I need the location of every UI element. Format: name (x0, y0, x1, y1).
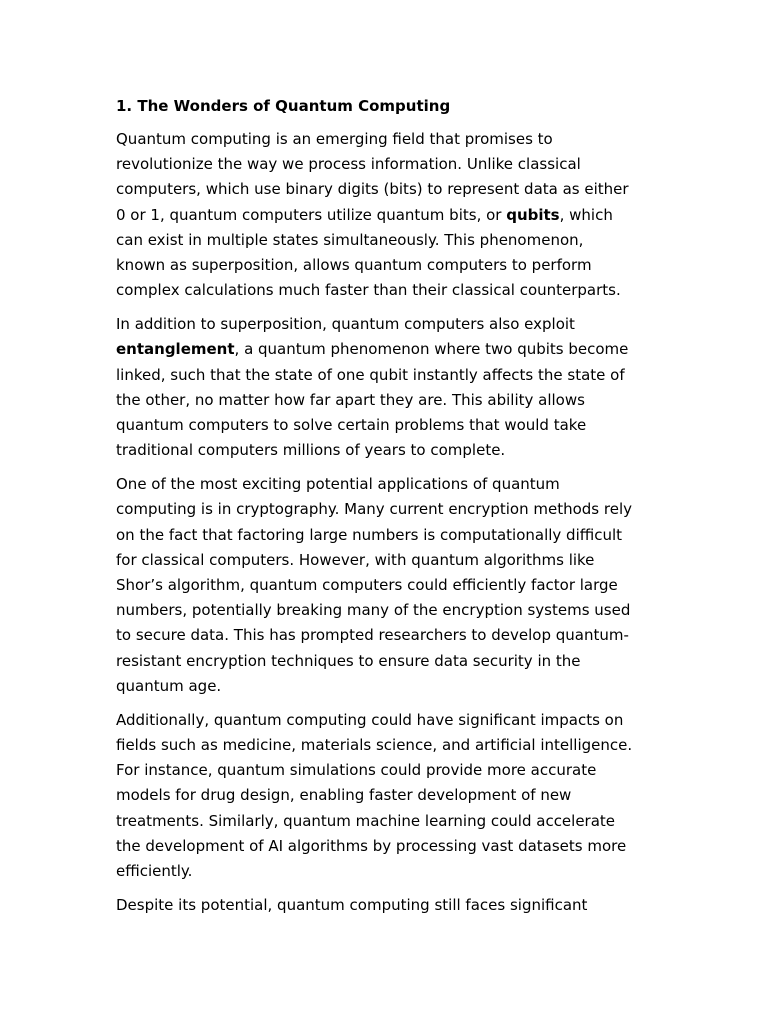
paragraph-line (116, 312, 656, 337)
paragraph-line (116, 758, 656, 783)
body-paragraph (116, 893, 656, 918)
text-run: treatments. Similarly, quantum machine learning could accelerate (116, 811, 616, 830)
body-paragraph (116, 472, 656, 699)
paragraph-line (116, 598, 656, 623)
paragraph-line (116, 438, 656, 463)
text-run: known as superposition, allows quantum computers to perform (116, 256, 592, 275)
paragraph-line (116, 893, 656, 918)
paragraph-line (116, 363, 656, 388)
text-run: , which (559, 205, 613, 224)
paragraph-line (116, 834, 656, 859)
text-run: For instance, quantum simulations could provide more accurate (116, 761, 597, 780)
document-body (116, 127, 656, 918)
paragraph-line (116, 253, 656, 278)
text-run: Quantum computing is an emerging field that promises to (116, 130, 553, 148)
text-run: the other, no matter how far apart they are. This ability allows (116, 390, 585, 409)
paragraph-line (116, 733, 656, 758)
text-run: computing is in cryptography. Many current encryption methods rely (116, 500, 632, 519)
text-run: resistant encryption techniques to ensure data security in the (116, 651, 581, 670)
text-run: , a quantum phenomenon where two qubits become (234, 340, 629, 359)
paragraph-line (116, 674, 656, 699)
paragraph-line (116, 203, 656, 228)
paragraph-line (116, 649, 656, 674)
text-run: efficiently. (116, 862, 193, 881)
paragraph-line (116, 228, 656, 253)
text-run: revolutionize the way we process information. Unlike classical (116, 155, 581, 174)
text-run: the development of AI algorithms by processing vast datasets more (116, 836, 627, 855)
text-run: Despite its potential, quantum computing still faces significant (116, 896, 588, 915)
paragraph-line (116, 152, 656, 177)
paragraph-line (116, 548, 656, 573)
text-run: linked, such that the state of one qubit instantly affects the state of (116, 365, 625, 384)
text-run: Additionally, quantum computing could have significant impacts on (116, 710, 624, 729)
text-run: Shor’s algorithm, quantum computers could efficiently factor large (116, 576, 618, 595)
text-run: to secure data. This has prompted researchers to develop quantum- (116, 626, 629, 645)
text-run: complex calculations much faster than their classical counterparts. (116, 281, 621, 300)
text-run: computers, which use binary digits (bits) to represent data as either (116, 180, 629, 199)
text-run: can exist in multiple states simultaneously. This phenomenon, (116, 230, 584, 249)
paragraph-line (116, 127, 656, 152)
text-run: One of the most exciting potential applications of quantum (116, 475, 560, 494)
text-run: models for drug design, enabling faster development of new (116, 786, 572, 805)
bold-term: entanglement (116, 340, 235, 359)
paragraph-line (116, 472, 656, 497)
paragraph-line (116, 177, 656, 202)
paragraph-line (116, 859, 656, 884)
paragraph-line (116, 413, 656, 438)
paragraph-line (116, 337, 656, 362)
text-run: quantum computers to solve certain problems that would take (116, 416, 587, 435)
bold-term: qubits (506, 205, 560, 224)
text-run: numbers, potentially breaking many of the encryption systems used (116, 601, 631, 620)
paragraph-line (116, 388, 656, 413)
body-paragraph (116, 708, 656, 884)
paragraph-line (116, 809, 656, 834)
body-paragraph (116, 127, 656, 303)
text-run: fields such as medicine, materials science, and artificial intelligence. (116, 736, 633, 755)
text-run: for classical computers. However, with quantum algorithms like (116, 550, 595, 569)
paragraph-line (116, 573, 656, 598)
paragraph-line (116, 708, 656, 733)
paragraph-line (116, 523, 656, 548)
paragraph-line (116, 278, 656, 303)
paragraph-line (116, 497, 656, 522)
text-run: 0 or 1, quantum computers utilize quantum bits, or (116, 205, 507, 224)
paragraph-line (116, 783, 656, 808)
text-run: on the fact that factoring large numbers is computationally difficult (116, 525, 623, 544)
paragraph-line (116, 623, 656, 648)
body-paragraph (116, 312, 656, 463)
text-run: traditional computers millions of years to complete. (116, 441, 506, 460)
document-page (116, 94, 656, 927)
section-heading: 1. The Wonders of Quantum Computing (116, 97, 451, 115)
text-run: quantum age. (116, 676, 222, 695)
text-run: In addition to superposition, quantum computers also exploit (116, 315, 575, 334)
